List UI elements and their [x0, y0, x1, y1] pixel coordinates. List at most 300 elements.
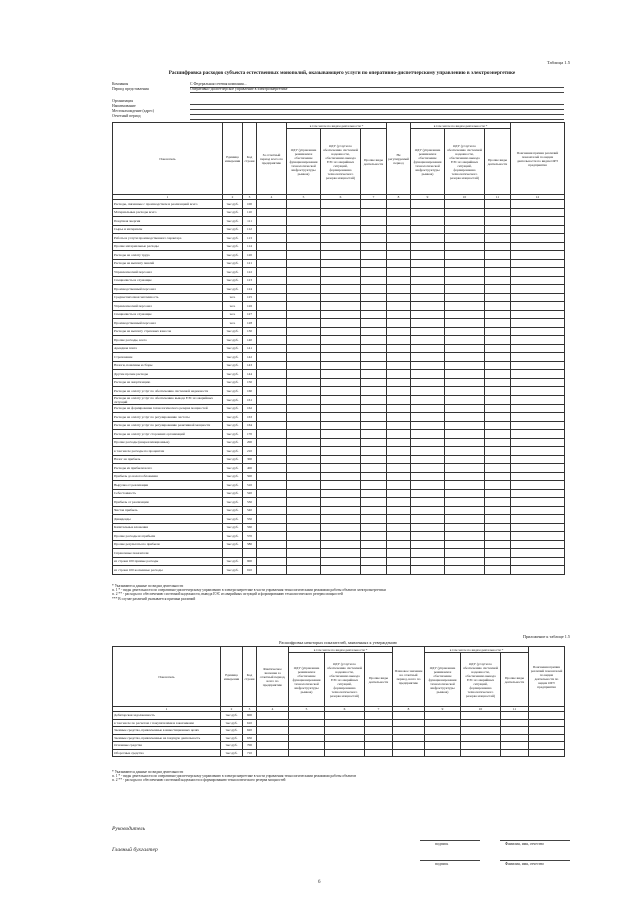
- value-cell[interactable]: [511, 498, 565, 507]
- value-cell[interactable]: [257, 523, 287, 532]
- value-cell[interactable]: [511, 200, 565, 209]
- value-cell[interactable]: [257, 395, 287, 404]
- value-cell[interactable]: [485, 455, 511, 464]
- value-cell[interactable]: [411, 302, 445, 311]
- value-cell[interactable]: [287, 353, 321, 362]
- value-cell[interactable]: [361, 523, 387, 532]
- value-cell[interactable]: [485, 378, 511, 387]
- value-cell[interactable]: [411, 395, 445, 404]
- value-cell[interactable]: [287, 498, 321, 507]
- value-cell[interactable]: [411, 566, 445, 575]
- value-cell[interactable]: [287, 361, 321, 370]
- value-cell[interactable]: [411, 208, 445, 217]
- value-cell[interactable]: [511, 481, 565, 490]
- value-cell[interactable]: [321, 387, 361, 396]
- value-cell[interactable]: [361, 506, 387, 515]
- value-cell[interactable]: [485, 242, 511, 251]
- value-cell[interactable]: [321, 378, 361, 387]
- value-cell[interactable]: [411, 319, 445, 328]
- value-cell[interactable]: [257, 455, 287, 464]
- value-cell[interactable]: [529, 742, 565, 750]
- value-cell[interactable]: [387, 259, 411, 268]
- value-cell[interactable]: [445, 344, 485, 353]
- value-cell[interactable]: [361, 455, 387, 464]
- value-cell[interactable]: [411, 336, 445, 345]
- value-cell[interactable]: [321, 421, 361, 430]
- value-cell[interactable]: [257, 447, 287, 456]
- value-cell[interactable]: [257, 344, 287, 353]
- value-cell[interactable]: [361, 532, 387, 541]
- value-cell[interactable]: [287, 540, 321, 549]
- value-cell[interactable]: [387, 421, 411, 430]
- value-cell[interactable]: [257, 378, 287, 387]
- value-cell[interactable]: [287, 506, 321, 515]
- value-cell[interactable]: [289, 742, 325, 750]
- value-cell[interactable]: [325, 749, 365, 757]
- value-cell[interactable]: [411, 378, 445, 387]
- value-cell[interactable]: [361, 413, 387, 422]
- value-cell[interactable]: [257, 217, 287, 226]
- value-cell[interactable]: [445, 472, 485, 481]
- value-cell[interactable]: [287, 310, 321, 319]
- value-cell[interactable]: [289, 734, 325, 742]
- value-cell[interactable]: [287, 430, 321, 439]
- value-cell[interactable]: [321, 310, 361, 319]
- value-cell[interactable]: [321, 506, 361, 515]
- value-cell[interactable]: [485, 268, 511, 277]
- value-cell[interactable]: [387, 251, 411, 260]
- value-cell[interactable]: [411, 344, 445, 353]
- value-cell[interactable]: [257, 259, 287, 268]
- value-cell[interactable]: [511, 285, 565, 294]
- value-cell[interactable]: [257, 268, 287, 277]
- value-cell[interactable]: [287, 421, 321, 430]
- value-cell[interactable]: [287, 413, 321, 422]
- value-cell[interactable]: [365, 734, 393, 742]
- value-cell[interactable]: [361, 217, 387, 226]
- value-cell[interactable]: [289, 719, 325, 727]
- value-cell[interactable]: [321, 489, 361, 498]
- value-cell[interactable]: [445, 438, 485, 447]
- value-cell[interactable]: [485, 430, 511, 439]
- value-cell[interactable]: [321, 532, 361, 541]
- value-cell[interactable]: [287, 276, 321, 285]
- value-cell[interactable]: [485, 319, 511, 328]
- value-cell[interactable]: [257, 749, 289, 757]
- value-cell[interactable]: [485, 259, 511, 268]
- value-cell[interactable]: [287, 251, 321, 260]
- value-cell[interactable]: [529, 719, 565, 727]
- value-cell[interactable]: [287, 557, 321, 566]
- value-cell[interactable]: [511, 395, 565, 404]
- value-cell[interactable]: [461, 749, 501, 757]
- value-cell[interactable]: [529, 712, 565, 720]
- value-cell[interactable]: [411, 447, 445, 456]
- value-cell[interactable]: [365, 719, 393, 727]
- value-cell[interactable]: [511, 532, 565, 541]
- value-cell[interactable]: [393, 734, 425, 742]
- value-cell[interactable]: [289, 712, 325, 720]
- value-cell[interactable]: [287, 217, 321, 226]
- value-cell[interactable]: [387, 489, 411, 498]
- value-cell[interactable]: [321, 438, 361, 447]
- value-cell[interactable]: [411, 242, 445, 251]
- value-cell[interactable]: [501, 749, 529, 757]
- value-cell[interactable]: [257, 734, 289, 742]
- value-cell[interactable]: [387, 523, 411, 532]
- value-cell[interactable]: [287, 293, 321, 302]
- value-cell[interactable]: [485, 225, 511, 234]
- value-cell[interactable]: [485, 540, 511, 549]
- value-cell[interactable]: [511, 515, 565, 524]
- value-cell[interactable]: [257, 557, 287, 566]
- value-cell[interactable]: [257, 242, 287, 251]
- value-cell[interactable]: [511, 217, 565, 226]
- value-cell[interactable]: [425, 742, 461, 750]
- value-cell[interactable]: [257, 489, 287, 498]
- value-cell[interactable]: [411, 251, 445, 260]
- value-cell[interactable]: [511, 259, 565, 268]
- value-cell[interactable]: [257, 225, 287, 234]
- value-cell[interactable]: [361, 387, 387, 396]
- value-cell[interactable]: [445, 208, 485, 217]
- value-cell[interactable]: [445, 557, 485, 566]
- value-cell[interactable]: [257, 319, 287, 328]
- value-cell[interactable]: [257, 566, 287, 575]
- value-cell[interactable]: [257, 532, 287, 541]
- value-cell[interactable]: [445, 532, 485, 541]
- value-cell[interactable]: [445, 498, 485, 507]
- value-cell[interactable]: [387, 430, 411, 439]
- value-cell[interactable]: [321, 200, 361, 209]
- value-cell[interactable]: [411, 404, 445, 413]
- value-cell[interactable]: [485, 447, 511, 456]
- value-cell[interactable]: [485, 566, 511, 575]
- value-cell[interactable]: [257, 549, 287, 558]
- value-cell[interactable]: [511, 438, 565, 447]
- value-cell[interactable]: [411, 515, 445, 524]
- value-cell[interactable]: [461, 742, 501, 750]
- value-cell[interactable]: [445, 200, 485, 209]
- value-cell[interactable]: [321, 557, 361, 566]
- value-cell[interactable]: [287, 327, 321, 336]
- value-cell[interactable]: [501, 727, 529, 735]
- value-cell[interactable]: [511, 455, 565, 464]
- value-cell[interactable]: [529, 734, 565, 742]
- value-cell[interactable]: [445, 353, 485, 362]
- value-cell[interactable]: [257, 421, 287, 430]
- value-cell[interactable]: [361, 302, 387, 311]
- value-cell[interactable]: [287, 225, 321, 234]
- value-cell[interactable]: [321, 259, 361, 268]
- value-cell[interactable]: [287, 319, 321, 328]
- value-cell[interactable]: [257, 727, 289, 735]
- value-cell[interactable]: [325, 712, 365, 720]
- value-cell[interactable]: [445, 387, 485, 396]
- value-cell[interactable]: [425, 749, 461, 757]
- value-cell[interactable]: [445, 293, 485, 302]
- value-cell[interactable]: [287, 336, 321, 345]
- value-cell[interactable]: [411, 217, 445, 226]
- value-cell[interactable]: [393, 742, 425, 750]
- value-cell[interactable]: [387, 319, 411, 328]
- value-cell[interactable]: [387, 217, 411, 226]
- value-cell[interactable]: [511, 506, 565, 515]
- value-cell[interactable]: [387, 361, 411, 370]
- value-cell[interactable]: [485, 327, 511, 336]
- value-cell[interactable]: [411, 234, 445, 243]
- value-cell[interactable]: [325, 719, 365, 727]
- value-cell[interactable]: [361, 276, 387, 285]
- value-cell[interactable]: [485, 413, 511, 422]
- value-cell[interactable]: [485, 464, 511, 473]
- value-cell[interactable]: [257, 293, 287, 302]
- value-cell[interactable]: [411, 438, 445, 447]
- value-cell[interactable]: [445, 481, 485, 490]
- value-cell[interactable]: [257, 515, 287, 524]
- value-cell[interactable]: [321, 498, 361, 507]
- value-cell[interactable]: [287, 523, 321, 532]
- value-cell[interactable]: [321, 413, 361, 422]
- value-cell[interactable]: [445, 413, 485, 422]
- value-cell[interactable]: [485, 532, 511, 541]
- value-cell[interactable]: [257, 285, 287, 294]
- value-cell[interactable]: [501, 719, 529, 727]
- value-cell[interactable]: [257, 234, 287, 243]
- value-cell[interactable]: [287, 285, 321, 294]
- value-cell[interactable]: [445, 242, 485, 251]
- value-cell[interactable]: [321, 293, 361, 302]
- value-cell[interactable]: [445, 302, 485, 311]
- value-cell[interactable]: [485, 472, 511, 481]
- value-cell[interactable]: [511, 540, 565, 549]
- value-cell[interactable]: [365, 712, 393, 720]
- value-cell[interactable]: [485, 557, 511, 566]
- value-cell[interactable]: [365, 727, 393, 735]
- value-cell[interactable]: [361, 225, 387, 234]
- value-cell[interactable]: [425, 712, 461, 720]
- value-cell[interactable]: [361, 472, 387, 481]
- value-cell[interactable]: [321, 447, 361, 456]
- value-cell[interactable]: [321, 472, 361, 481]
- value-cell[interactable]: [361, 549, 387, 558]
- value-cell[interactable]: [387, 353, 411, 362]
- value-cell[interactable]: [485, 234, 511, 243]
- value-cell[interactable]: [485, 404, 511, 413]
- value-cell[interactable]: [387, 387, 411, 396]
- value-cell[interactable]: [321, 566, 361, 575]
- value-cell[interactable]: [425, 734, 461, 742]
- value-cell[interactable]: [321, 234, 361, 243]
- value-cell[interactable]: [511, 549, 565, 558]
- value-cell[interactable]: [361, 336, 387, 345]
- value-cell[interactable]: [257, 712, 289, 720]
- value-cell[interactable]: [387, 293, 411, 302]
- value-cell[interactable]: [445, 251, 485, 260]
- value-cell[interactable]: [321, 276, 361, 285]
- value-cell[interactable]: [257, 302, 287, 311]
- value-cell[interactable]: [361, 344, 387, 353]
- value-cell[interactable]: [287, 566, 321, 575]
- value-cell[interactable]: [511, 268, 565, 277]
- value-cell[interactable]: [257, 413, 287, 422]
- value-cell[interactable]: [411, 225, 445, 234]
- value-cell[interactable]: [361, 285, 387, 294]
- value-cell[interactable]: [287, 455, 321, 464]
- value-cell[interactable]: [321, 336, 361, 345]
- value-cell[interactable]: [287, 395, 321, 404]
- value-cell[interactable]: [445, 566, 485, 575]
- value-cell[interactable]: [387, 268, 411, 277]
- value-cell[interactable]: [321, 540, 361, 549]
- value-cell[interactable]: [257, 327, 287, 336]
- value-cell[interactable]: [445, 395, 485, 404]
- value-cell[interactable]: [411, 506, 445, 515]
- value-cell[interactable]: [361, 395, 387, 404]
- value-cell[interactable]: [511, 310, 565, 319]
- value-cell[interactable]: [361, 447, 387, 456]
- value-cell[interactable]: [257, 719, 289, 727]
- value-cell[interactable]: [425, 719, 461, 727]
- value-cell[interactable]: [287, 242, 321, 251]
- value-cell[interactable]: [411, 293, 445, 302]
- value-cell[interactable]: [257, 481, 287, 490]
- value-cell[interactable]: [361, 540, 387, 549]
- value-cell[interactable]: [387, 242, 411, 251]
- value-cell[interactable]: [511, 319, 565, 328]
- value-cell[interactable]: [321, 361, 361, 370]
- value-cell[interactable]: [321, 370, 361, 379]
- value-cell[interactable]: [485, 370, 511, 379]
- value-cell[interactable]: [387, 472, 411, 481]
- value-cell[interactable]: [321, 549, 361, 558]
- value-cell[interactable]: [361, 566, 387, 575]
- value-cell[interactable]: [361, 421, 387, 430]
- value-cell[interactable]: [321, 225, 361, 234]
- value-cell[interactable]: [485, 421, 511, 430]
- value-cell[interactable]: [387, 557, 411, 566]
- value-cell[interactable]: [445, 310, 485, 319]
- value-cell[interactable]: [511, 387, 565, 396]
- value-cell[interactable]: [445, 276, 485, 285]
- value-cell[interactable]: [485, 302, 511, 311]
- value-cell[interactable]: [321, 208, 361, 217]
- value-cell[interactable]: [361, 438, 387, 447]
- value-cell[interactable]: [485, 251, 511, 260]
- value-cell[interactable]: [387, 506, 411, 515]
- value-cell[interactable]: [321, 344, 361, 353]
- value-cell[interactable]: [361, 242, 387, 251]
- value-cell[interactable]: [325, 727, 365, 735]
- value-cell[interactable]: [411, 200, 445, 209]
- value-cell[interactable]: [387, 302, 411, 311]
- value-cell[interactable]: [257, 336, 287, 345]
- value-cell[interactable]: [387, 455, 411, 464]
- value-cell[interactable]: [411, 353, 445, 362]
- value-cell[interactable]: [387, 285, 411, 294]
- value-cell[interactable]: [287, 208, 321, 217]
- value-cell[interactable]: [529, 749, 565, 757]
- value-cell[interactable]: [511, 413, 565, 422]
- value-cell[interactable]: [361, 378, 387, 387]
- value-cell[interactable]: [411, 455, 445, 464]
- value-cell[interactable]: [387, 225, 411, 234]
- value-cell[interactable]: [361, 200, 387, 209]
- value-cell[interactable]: [511, 489, 565, 498]
- value-cell[interactable]: [287, 344, 321, 353]
- value-cell[interactable]: [365, 742, 393, 750]
- value-cell[interactable]: [361, 430, 387, 439]
- value-cell[interactable]: [393, 727, 425, 735]
- value-cell[interactable]: [361, 208, 387, 217]
- value-cell[interactable]: [445, 225, 485, 234]
- value-cell[interactable]: [321, 515, 361, 524]
- value-cell[interactable]: [511, 523, 565, 532]
- value-cell[interactable]: [445, 464, 485, 473]
- value-cell[interactable]: [511, 344, 565, 353]
- value-cell[interactable]: [361, 251, 387, 260]
- value-cell[interactable]: [485, 489, 511, 498]
- value-cell[interactable]: [387, 447, 411, 456]
- value-cell[interactable]: [387, 481, 411, 490]
- value-cell[interactable]: [287, 438, 321, 447]
- value-cell[interactable]: [411, 276, 445, 285]
- value-cell[interactable]: [387, 438, 411, 447]
- value-cell[interactable]: [511, 430, 565, 439]
- value-cell[interactable]: [393, 712, 425, 720]
- value-cell[interactable]: [361, 464, 387, 473]
- value-cell[interactable]: [445, 217, 485, 226]
- value-cell[interactable]: [445, 430, 485, 439]
- value-cell[interactable]: [321, 455, 361, 464]
- value-cell[interactable]: [321, 285, 361, 294]
- value-cell[interactable]: [361, 319, 387, 328]
- value-cell[interactable]: [445, 421, 485, 430]
- value-cell[interactable]: [511, 378, 565, 387]
- value-cell[interactable]: [387, 234, 411, 243]
- value-cell[interactable]: [411, 540, 445, 549]
- value-cell[interactable]: [287, 404, 321, 413]
- value-cell[interactable]: [445, 370, 485, 379]
- value-cell[interactable]: [511, 370, 565, 379]
- value-cell[interactable]: [321, 217, 361, 226]
- value-cell[interactable]: [387, 540, 411, 549]
- value-cell[interactable]: [321, 481, 361, 490]
- value-cell[interactable]: [485, 200, 511, 209]
- value-cell[interactable]: [325, 742, 365, 750]
- value-cell[interactable]: [425, 727, 461, 735]
- value-cell[interactable]: [485, 506, 511, 515]
- value-cell[interactable]: [501, 734, 529, 742]
- value-cell[interactable]: [321, 327, 361, 336]
- value-cell[interactable]: [361, 481, 387, 490]
- value-cell[interactable]: [511, 566, 565, 575]
- value-cell[interactable]: [485, 387, 511, 396]
- value-cell[interactable]: [287, 259, 321, 268]
- value-cell[interactable]: [387, 276, 411, 285]
- value-cell[interactable]: [445, 489, 485, 498]
- value-cell[interactable]: [361, 489, 387, 498]
- value-cell[interactable]: [511, 208, 565, 217]
- value-cell[interactable]: [501, 742, 529, 750]
- value-cell[interactable]: [321, 302, 361, 311]
- value-cell[interactable]: [387, 549, 411, 558]
- value-cell[interactable]: [411, 327, 445, 336]
- value-cell[interactable]: [511, 336, 565, 345]
- value-cell[interactable]: [257, 742, 289, 750]
- value-cell[interactable]: [321, 251, 361, 260]
- value-cell[interactable]: [361, 370, 387, 379]
